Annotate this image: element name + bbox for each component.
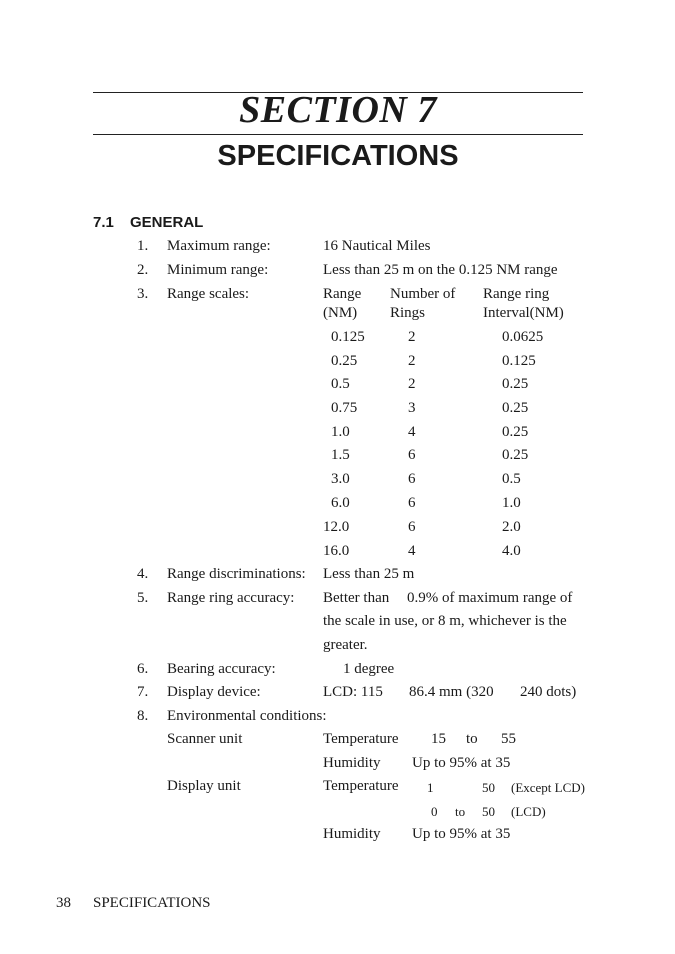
item-number: 5. <box>137 590 149 606</box>
table-cell-interval: 0.25 <box>502 376 529 392</box>
table-header-interval: Range ring <box>483 286 550 302</box>
item-value-line: the scale in use, or 8 m, whichever is the <box>323 613 567 629</box>
mid-rule <box>93 134 583 135</box>
subsection-title: GENERAL <box>130 214 204 231</box>
table-cell-range: 1.5 <box>331 447 350 463</box>
table-header-range: Range <box>323 286 362 302</box>
table-cell-interval: 0.5 <box>502 471 521 487</box>
table-cell-rings: 6 <box>408 519 416 535</box>
table-cell-range: 3.0 <box>331 471 350 487</box>
table-cell-rings: 2 <box>408 329 416 345</box>
display-temp-note: (Except LCD) <box>511 780 586 795</box>
table-cell-interval: 2.0 <box>502 519 521 535</box>
table-cell-range: 0.125 <box>331 329 365 345</box>
item-number: 2. <box>137 262 149 278</box>
item-value: 16 Nautical Miles <box>323 238 431 254</box>
table-cell-range: 0.5 <box>331 376 350 392</box>
table-cell-rings: 2 <box>408 376 416 392</box>
display-lcd-temp-from: 0 <box>431 804 438 819</box>
scanner-temp-label: Temperature <box>323 731 399 747</box>
item-label: Environmental conditions: <box>167 708 327 724</box>
table-cell-interval: 0.0625 <box>502 329 544 345</box>
item-label: Bearing accuracy: <box>167 661 276 677</box>
table-cell-interval: 1.0 <box>502 495 521 511</box>
item-number: 7. <box>137 684 149 700</box>
item-label: Display device: <box>167 684 261 700</box>
scanner-unit-label: Scanner unit <box>167 731 243 747</box>
subsection-number: 7.1 <box>93 214 114 231</box>
table-cell-range: 0.25 <box>331 353 358 369</box>
item-label: Range discriminations: <box>167 566 306 582</box>
item-value-line: 0.9% of maximum range of <box>407 590 573 606</box>
display-humidity-label: Humidity <box>323 826 381 842</box>
scanner-humidity-value: Up to 95% at 35 <box>412 755 511 771</box>
table-cell-interval: 0.25 <box>502 400 529 416</box>
scanner-temp-from: 15 <box>431 731 446 747</box>
table-cell-rings: 3 <box>408 400 416 416</box>
item-value-part: 86.4 mm (320 <box>409 684 494 700</box>
scanner-temp-to-word: to <box>466 731 478 747</box>
table-cell-interval: 0.25 <box>502 447 529 463</box>
item-value: Less than 25 m <box>323 566 415 582</box>
table-cell-rings: 6 <box>408 447 416 463</box>
table-header-rings: Number of <box>390 286 456 302</box>
table-cell-interval: 0.25 <box>502 424 529 440</box>
item-number: 4. <box>137 566 149 582</box>
table-cell-range: 1.0 <box>331 424 350 440</box>
item-label: Minimum range: <box>167 262 269 278</box>
display-lcd-temp-note: (LCD) <box>511 804 546 819</box>
display-lcd-temp-to: 50 <box>482 804 495 819</box>
table-cell-rings: 4 <box>408 424 416 440</box>
table-cell-rings: 4 <box>408 543 416 559</box>
display-lcd-temp-to-word: to <box>455 804 466 819</box>
item-value-line: greater. <box>323 637 368 653</box>
item-value-line: Better than <box>323 590 390 606</box>
table-header-rings-2: Rings <box>390 305 426 321</box>
table-cell-interval: 4.0 <box>502 543 521 559</box>
display-temp-to: 50 <box>482 780 495 795</box>
display-humidity-value: Up to 95% at 35 <box>412 826 511 842</box>
scanner-temp-to: 55 <box>501 731 516 747</box>
table-header-interval-unit: Interval(NM) <box>483 305 564 321</box>
scanner-humidity-label: Humidity <box>323 755 381 771</box>
section-title: SECTION 7 <box>239 89 437 131</box>
item-value: Less than 25 m on the 0.125 NM range <box>323 262 558 278</box>
item-label: Range scales: <box>167 286 250 302</box>
display-temp-label: Temperature <box>323 778 399 794</box>
item-number: 1. <box>137 238 149 254</box>
item-number: 3. <box>137 286 149 302</box>
page-title: SPECIFICATIONS <box>217 140 459 172</box>
table-cell-range: 12.0 <box>323 519 350 535</box>
display-unit-label: Display unit <box>167 778 241 794</box>
item-label: Maximum range: <box>167 238 271 254</box>
table-cell-rings: 2 <box>408 353 416 369</box>
footer-title: SPECIFICATIONS <box>93 895 211 911</box>
item-number: 6. <box>137 661 149 677</box>
item-value-part: LCD: 115 <box>323 684 383 700</box>
table-cell-interval: 0.125 <box>502 353 536 369</box>
page-number: 38 <box>56 895 71 911</box>
table-cell-range: 16.0 <box>323 543 350 559</box>
table-cell-rings: 6 <box>408 495 416 511</box>
item-number: 8. <box>137 708 149 724</box>
item-value: 1 degree <box>343 661 395 677</box>
item-label: Range ring accuracy: <box>167 590 295 606</box>
item-value-part: 240 dots) <box>520 684 577 700</box>
table-header-range-unit: (NM) <box>323 305 358 321</box>
table-cell-rings: 6 <box>408 471 416 487</box>
table-cell-range: 6.0 <box>331 495 350 511</box>
table-cell-range: 0.75 <box>331 400 358 416</box>
display-temp-from: 1 <box>427 780 434 795</box>
